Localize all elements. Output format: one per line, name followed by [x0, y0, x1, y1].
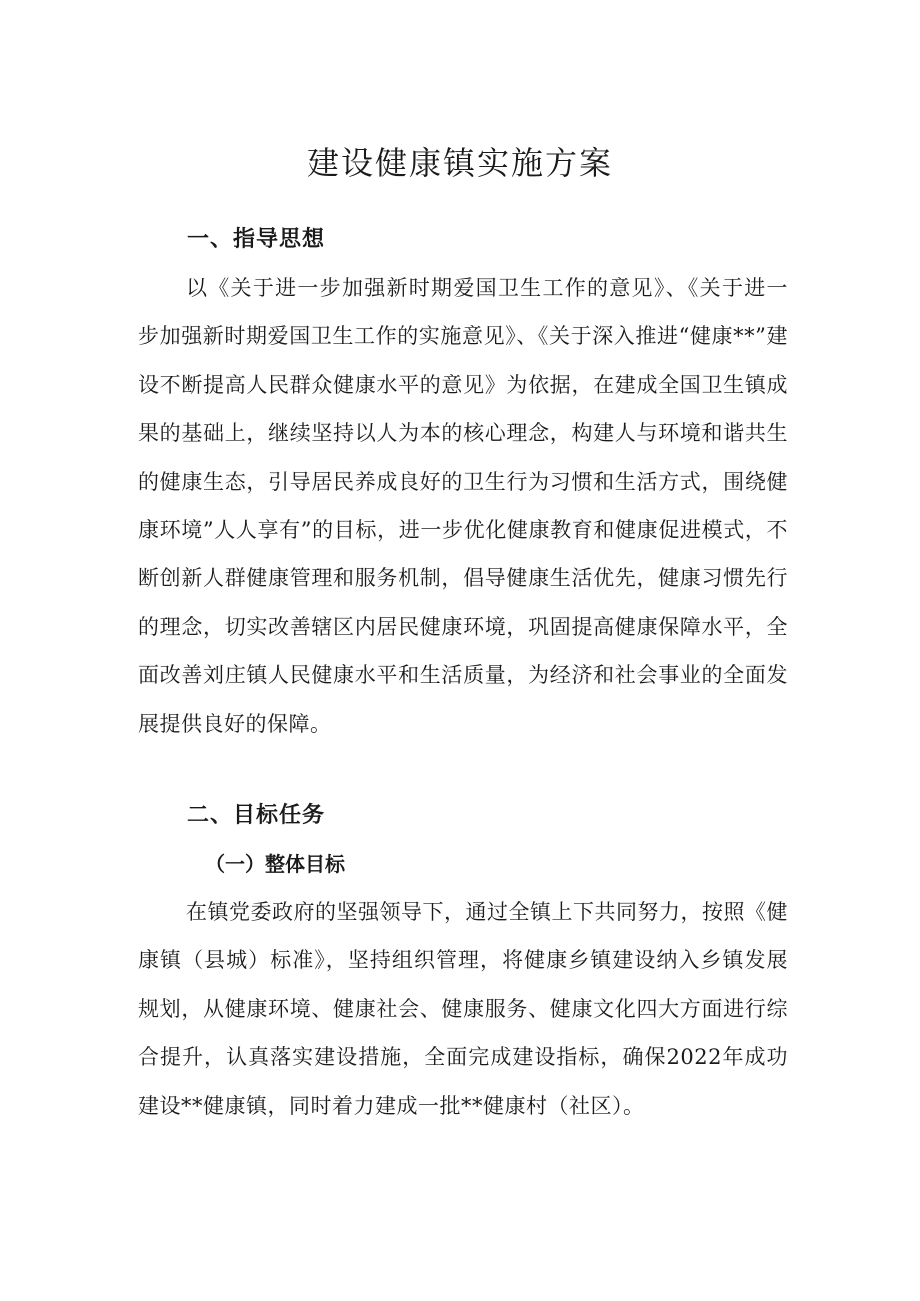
- section-heading-goals-tasks: 二、目标任务: [187, 803, 326, 828]
- section-heading-guiding-ideology: 一、指导思想: [187, 227, 326, 252]
- document-title: 建设健康镇实施方案: [306, 144, 613, 182]
- paragraph-overall-goal: 在镇党委政府的坚强领导下，通过全镇上下共同努力，按照《健康镇（县城）标准》，坚持组织管理，将健康乡镇建设纳入乡镇发展规划，从健康环境、健康社会、健康服务、健康文化四大方面进行综合提升，认真落实建设措施，全面完成建设指标，确保2022年成功建设**健康镇，同时着力建成一批**健康村（社区）。: [138, 900, 788, 1118]
- paragraph-guiding-ideology: 以《关于进一步加强新时期爱国卫生工作的意见》、《关于进一步加强新时期爱国卫生工作的实施意见》、《关于深入推进“健康**”建设不断提高人民群众健康水平的意见》为依据，在建成全国卫生镇成果的基础上，继续坚持以人为本的核心理念，构建人与环境和谐共生的健康生态，引导居民养成良好的卫生行为习惯和生活方式，围绕健康环境”人人享有”的目标，进一步优化健康教育和健康促进模式，不断创新人群健康管理和服务机制，倡导健康生活优先，健康习惯先行的理念，切实改善辖区内居民健康环境，巩固提高健康保障水平，全面改善刘庄镇人民健康水平和生活质量，为经济和社会事业的全面发展提供良好的保障。: [138, 276, 788, 736]
- subheading-overall-goal: （一）整体目标: [205, 852, 345, 876]
